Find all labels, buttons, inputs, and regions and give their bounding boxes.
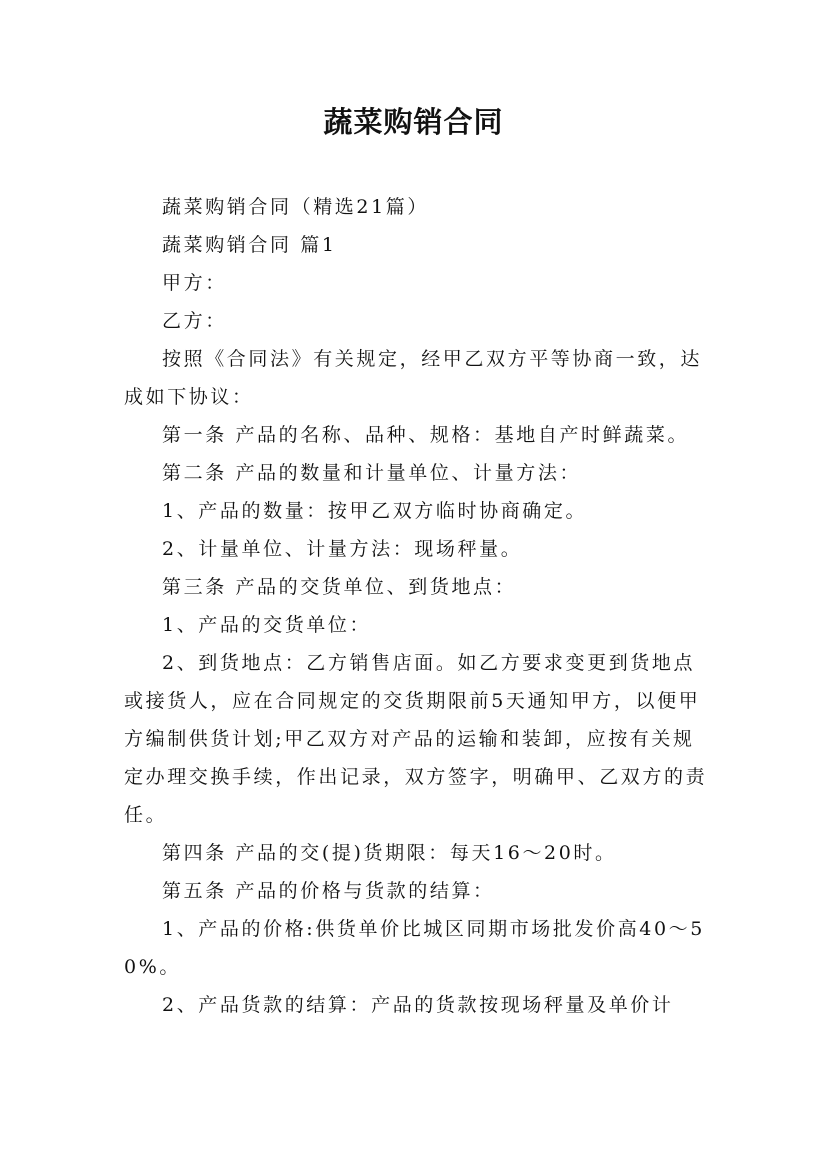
document-body (124, 188, 714, 1024)
paragraph-article-5-item-2: 2、产品货款的结算：产品的货款按现场秤量及单价计 (162, 994, 674, 1016)
document-title: 蔬菜购销合同 (323, 105, 504, 139)
paragraph-article-5-item-1: 1、产品的价格:供货单价比城区同期市场批发价高40～50%。 (124, 918, 705, 978)
paragraph-article-2: 第二条 产品的数量和计量单位、计量方法： (162, 462, 582, 484)
paragraph-article-5: 第五条 产品的价格与货款的结算： (162, 880, 495, 902)
paragraph-article-4: 第四条 产品的交(提)货期限：每天16～20时。 (162, 842, 617, 864)
paragraph-article-2-item-1: 1、产品的数量：按甲乙双方临时协商确定。 (162, 500, 588, 522)
paragraph-article-3-item-1: 1、产品的交货单位： (162, 614, 372, 636)
paragraph-article-3: 第三条 产品的交货单位、到货地点： (162, 576, 517, 598)
paragraph-subtitle: 蔬菜购销合同（精选21篇） (162, 196, 429, 218)
paragraph-party-a: 甲方： (162, 272, 227, 294)
paragraph-article-3-item-2: 2、到货地点：乙方销售店面。如乙方要求变更到货地点或接货人，应在合同规定的交货期限前5天通知甲方，以便甲方编制供货计划;甲乙双方对产品的运输和装卸，应按有关规定办理交换手续，作出记录，双方签字，明确甲、乙双方的责任。 (124, 652, 708, 826)
paragraph-intro: 按照《合同法》有关规定，经甲乙双方平等协商一致，达成如下协议： (124, 348, 703, 408)
paragraph-party-b: 乙方： (162, 310, 227, 332)
paragraph-article-2-item-2: 2、计量单位、计量方法：现场秤量。 (162, 538, 523, 560)
paragraph-section-heading: 蔬菜购销合同 篇1 (162, 234, 337, 256)
paragraph-article-1: 第一条 产品的名称、品种、规格：基地自产时鲜蔬菜。 (162, 424, 690, 446)
